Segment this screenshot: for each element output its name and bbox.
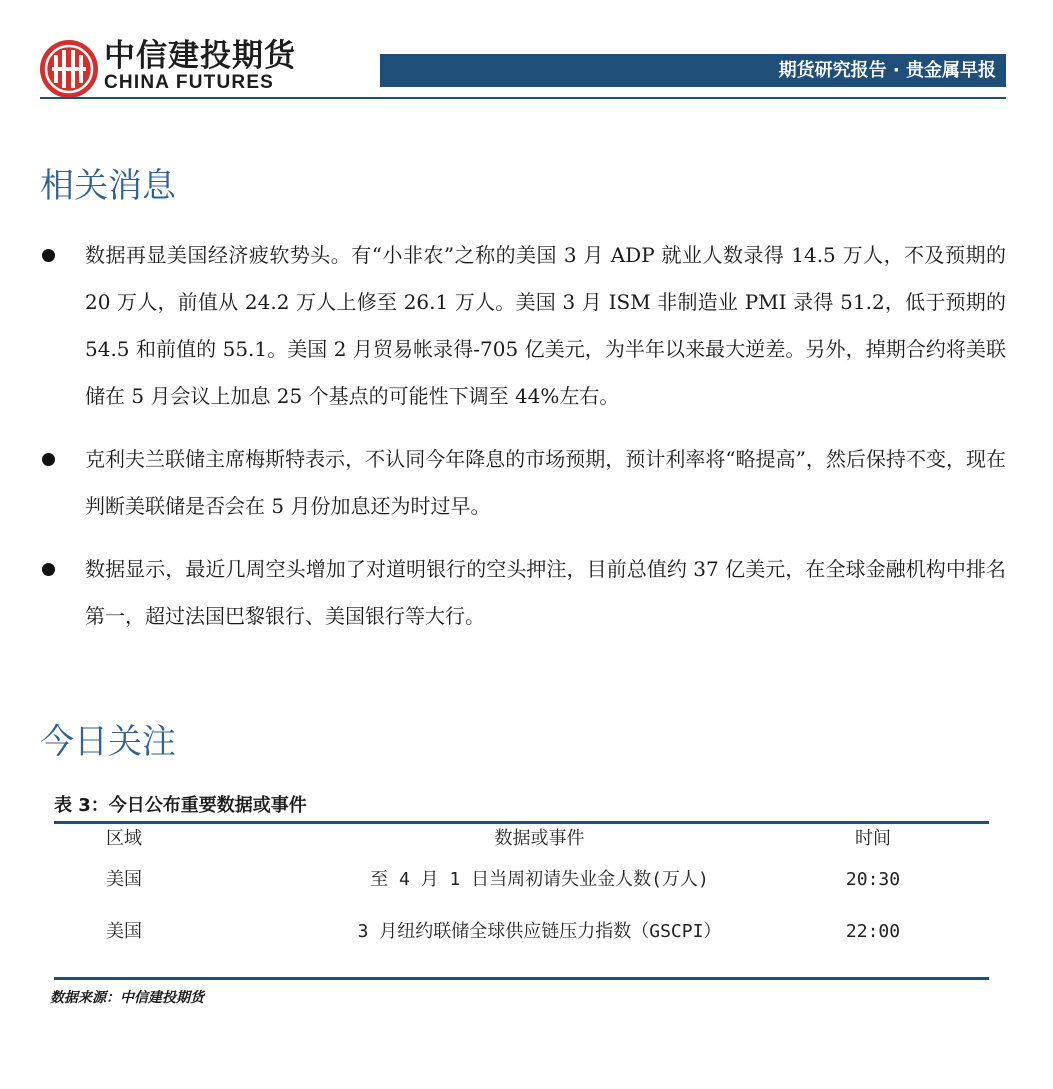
bullet-icon (42, 249, 55, 262)
column-header-time: 时间 (855, 828, 891, 849)
column-header-region: 区域 (106, 828, 142, 849)
logo-english-name: CHINA FUTURES (104, 72, 275, 93)
news-item (40, 232, 1006, 420)
header-divider (40, 97, 1006, 99)
company-logo-icon (38, 38, 100, 100)
table-bottom-rule (54, 977, 989, 980)
page-header (0, 0, 1053, 110)
news-item-text: 数据显示，最近几周空头增加了对道明银行的空头押注，目前总值约 37 亿美元，在全球金融机构中排名第一，超过法国巴黎银行、美国银行等大行。 (85, 557, 1006, 628)
cell-event: 3 月纽约联储全球供应链压力指数（GSCPI） (357, 921, 722, 942)
section-title-focus: 今日关注 (40, 722, 176, 762)
news-list (40, 232, 1006, 656)
column-header-event: 数据或事件 (494, 828, 585, 849)
cell-event: 至 4 月 1 日当周初请失业金人数(万人) (370, 869, 709, 890)
news-item (40, 546, 1006, 640)
table-caption: 表 3：今日公布重要数据或事件 (54, 795, 307, 816)
data-source-note: 数据来源：中信建投期货 (50, 990, 204, 1006)
cell-time: 20:30 (845, 869, 901, 890)
events-table (54, 824, 989, 958)
news-item (40, 436, 1006, 530)
news-item-text: 数据再显美国经济疲软势头。有“小非农”之称的美国 3 月 ADP 就业人数录得 14.5 万人，不及预期的 20 万人，前值从 24.2 万人上修至 26.1 万人。美国 3 月 ISM 非制造业 PMI 录得 51.2，低于预期的 54.5 和前值的 55.1。美国 2 月贸易帐录得-705 亿美元，为半年以来最大逆差。另外，掉期合约将美联储在 5 月会议上加息 25 个基点的可能性下调至 44%左右。 (85, 243, 1006, 408)
cell-time: 22:00 (845, 921, 901, 942)
table-header-row (54, 824, 989, 854)
bullet-icon (42, 453, 55, 466)
cell-region: 美国 (106, 869, 142, 890)
cell-region: 美国 (106, 921, 142, 942)
logo-chinese-name: 中信建投期货 (104, 38, 296, 74)
report-type-label: 期货研究报告 · 贵金属早报 (778, 60, 996, 81)
bullet-icon (42, 563, 55, 576)
news-item-text: 克利夫兰联储主席梅斯特表示，不认同今年降息的市场预期，预计利率将“略提高”，然后保持不变，现在判断美联储是否会在 5 月份加息还为时过早。 (85, 447, 1006, 518)
report-type-banner (380, 54, 1006, 87)
section-title-news: 相关消息 (40, 166, 176, 206)
table-row (54, 906, 989, 958)
table-row (54, 854, 989, 906)
